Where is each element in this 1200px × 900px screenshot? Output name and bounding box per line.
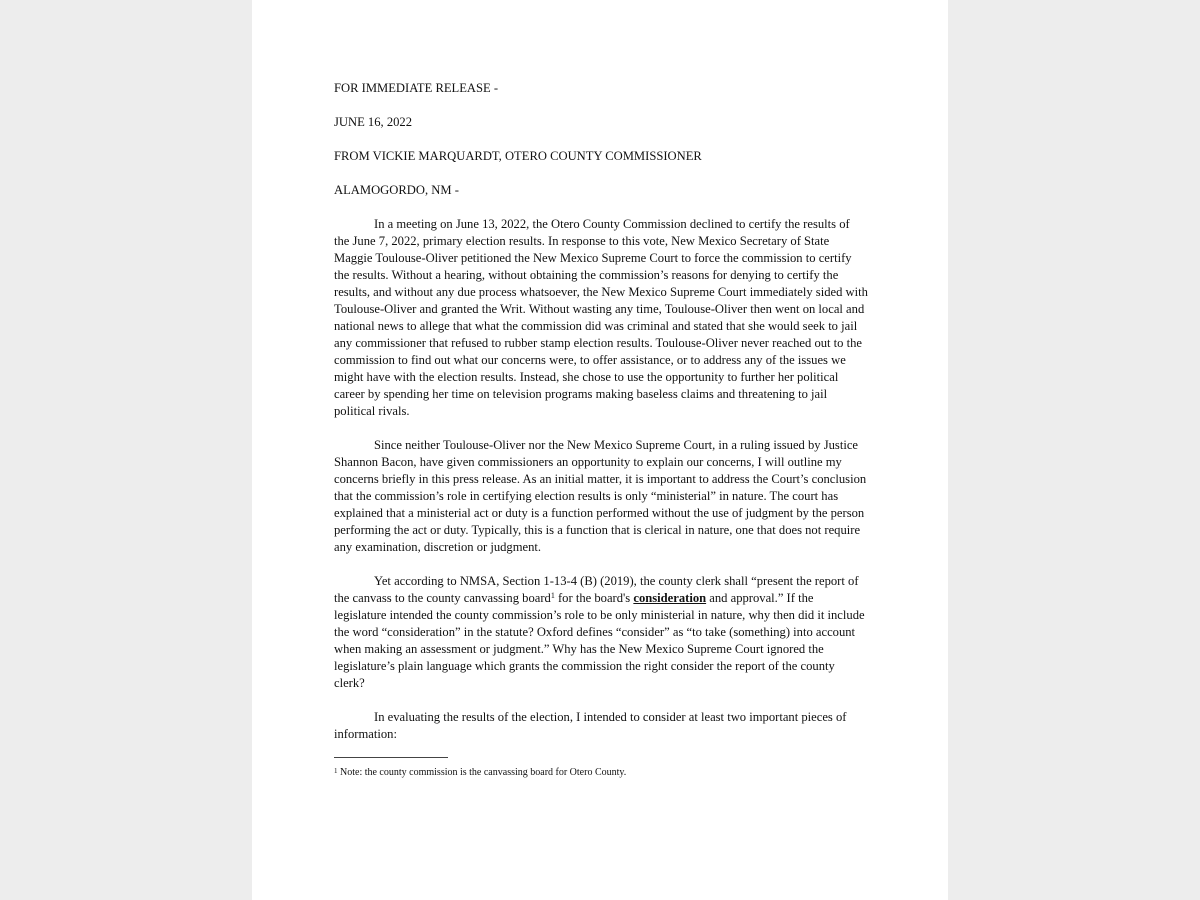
paragraph-1: In a meeting on June 13, 2022, the Otero County Commission declined to certify the results of the June 7, 2022, primary election results. In response to this vote, New Mexico Secretary of State Maggie Toulouse-Oliver petitioned the New Mexico Supreme Court to force the commission to certify the results. Without a hearing, without obtaining the commission’s reasons for denying to certify the results, and without any due process whatsoever, the New Mexico Supreme Court immediately sided with Toulouse-Oliver and granted the Writ. Without wasting any time, Toulouse-Oliver then went on local and national news to allege that what the commission did was criminal and stated that she would seek to jail any commissioner that refused to rubber stamp election results. Toulouse-Oliver never reached out to the commission to find out what our concerns were, to offer assistance, or to address any of the issues we might have with the election results. Instead, she chose to use the opportunity to further her political career by spending her time on television programs making baseless claims and threatening to jail political rivals. — [334, 217, 868, 418]
paragraph-4: In evaluating the results of the election, I intended to consider at least two important pieces of information: — [334, 710, 847, 741]
paragraph-3-part-a: Yet according to NMSA, Section 1-13-4 (B) (2019), the county clerk shall “present the report of the canvass to the county canvassing board — [334, 574, 859, 605]
release-heading: FOR IMMEDIATE RELEASE - — [334, 81, 499, 95]
document-page — [252, 0, 948, 900]
release-location: ALAMOGORDO, NM - — [334, 183, 459, 197]
footnote-mark: 1 — [334, 767, 338, 775]
paragraph-2: Since neither Toulouse-Oliver nor the New Mexico Supreme Court, in a ruling issued by Justice Shannon Bacon, have given commissioners an opportunity to explain our concerns, I will outline my concerns briefly in this press release. As an initial matter, it is important to address the Court’s conclusion that the commission’s role in certifying election results is only “ministerial” in nature. The court has explained that a ministerial act or duty is a function performed without the use of judgment by the person performing the act or duty. Typically, this is a function that is clerical in nature, one that does not require any examination, discretion or judgment. — [334, 438, 867, 554]
footnote-text: Note: the county commission is the canvassing board for Otero County. — [337, 767, 627, 778]
press-release-body — [334, 80, 868, 779]
release-date: JUNE 16, 2022 — [334, 115, 413, 129]
paragraph-3 — [334, 573, 868, 692]
footnote-divider — [334, 757, 448, 758]
paragraph-3-part-c: and approval.” If the legislature intended the county commission’s role to be only ministerial in nature, why then did it include the word “consideration” in the statute? Oxford defines “consider” as “to take (something) into account when making an assessment or judgment.” Why has the New Mexico Supreme Court ignored the legislature’s plain language which grants the commission the right consider the report of the county clerk? — [334, 591, 865, 690]
paragraph-3-part-b: for the board's — [554, 591, 634, 605]
footnote-reference: 1 — [550, 591, 555, 600]
release-from: FROM VICKIE MARQUARDT, OTERO COUNTY COMMISSIONER — [334, 149, 702, 163]
footnote — [334, 766, 868, 779]
emphasized-word-consideration: consideration — [633, 591, 707, 605]
